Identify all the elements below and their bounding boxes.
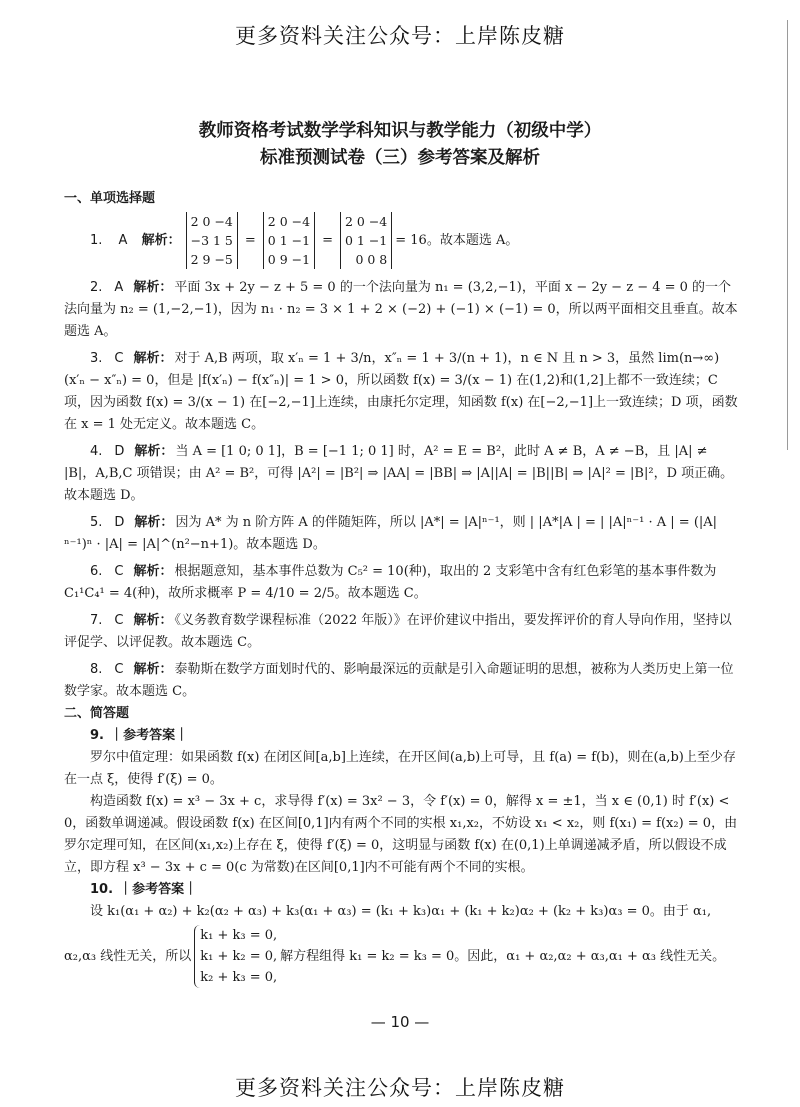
q9-paragraph-2: 构造函数 f(x) = x³ − 3x + c，求导得 f′(x) = 3x² − 3，令 f′(x) = 0，解得 x = ±1，当 x ∈ (0,1) 时 f′(x) < 0，函数单调递减。假设函数 f(x) 在区间[0,1]内有两个不同的实根 x₁,x₂，不妨设 x₁ < x₂，则 f(x₁) = f(x₂) = 0，由罗尔定理可知，在区间(x₁,x₂)上存在 ξ，使得 f′(ξ) = 0，这明显与函数 f(x) 在(0,1)上单调递减矛盾，所以假设不成立，即方程 x³ − 3x + c = 0(c 为常数)在区间[0,1]内不可能有两个不同的实根。 bbox=[64, 794, 738, 875]
q1-number: 1. bbox=[90, 232, 103, 248]
q7-number: 7. bbox=[90, 613, 103, 628]
q10-number: 10. bbox=[90, 882, 114, 897]
det3-row: 0 1 −1 bbox=[344, 233, 388, 248]
question-8 bbox=[64, 659, 740, 703]
question-4 bbox=[64, 441, 740, 507]
q9-paragraph-1: 罗尔中值定理：如果函数 f(x) 在闭区间[a,b]上连续，在开区间(a,b)上可导，且 f(a) = f(b)，则在(a,b)上至少存在一点 ξ，使得 f′(ξ) = 0。 bbox=[64, 750, 736, 787]
q4-text: 当 A = [1 0; 0 1]，B = [−1 1; 0 1] 时，A² = E = B²，此时 A ≠ B，A ≠ −B，且 |A| ≠ |B|，A,B,C 项错误；由 A² = B²，可得 |A²| = |B²| ⇒ |AA| = |BB| ⇒ |A||A| = |B||B| ⇒ |A|² = |B|²，D 项正确。故本题选 D。 bbox=[64, 444, 734, 503]
system-equation: k₂ + k₃ = 0, bbox=[200, 970, 278, 985]
question-9 bbox=[64, 725, 740, 747]
q2-label: 解析： bbox=[133, 280, 173, 295]
question-10 bbox=[64, 879, 740, 901]
q5-answer: D bbox=[114, 515, 125, 530]
q3-label: 解析： bbox=[133, 351, 173, 366]
q1-determinant-3 bbox=[340, 212, 392, 269]
det1-row: −3 1 5 bbox=[190, 233, 233, 248]
document-title bbox=[0, 118, 800, 172]
q1-determinant-2 bbox=[263, 212, 315, 269]
q5-number: 5. bbox=[90, 515, 103, 530]
q3-number: 3. bbox=[90, 351, 103, 366]
q7-answer: C bbox=[114, 613, 124, 628]
title-line-1: 教师资格考试数学学科知识与教学能力（初级中学） bbox=[198, 121, 602, 141]
q5-text: 因为 A* 为 n 阶方阵 A 的伴随矩阵，所以 |A*| = |A|ⁿ⁻¹，则 | |A*|A | = | |A|ⁿ⁻¹ · A | = (|A|ⁿ⁻¹)ⁿ · |A| = |A|^(n²−n+1)。故本题选 D。 bbox=[64, 515, 718, 552]
det1-row: 2 9 −5 bbox=[190, 252, 233, 267]
section-heading-short-answer: 二、简答题 bbox=[64, 706, 130, 721]
q3-answer: C bbox=[114, 351, 124, 366]
q10-label: ｜参考答案｜ bbox=[119, 882, 198, 897]
det3-row: 0 0 8 bbox=[355, 252, 388, 267]
q4-number: 4. bbox=[90, 444, 103, 459]
page-number: — 10 — bbox=[370, 1013, 430, 1031]
bottom-banner: 更多资料关注公众号：上岸陈皮糖 bbox=[235, 1076, 565, 1100]
q4-label: 解析： bbox=[134, 444, 174, 459]
top-banner: 更多资料关注公众号：上岸陈皮糖 bbox=[235, 24, 565, 48]
q8-text: 泰勒斯在数学方面划时代的、影响最深远的贡献是引入命题证明的思想，被称为人类历史上第一位数学家。故本题选 C。 bbox=[64, 662, 734, 699]
q2-number: 2. bbox=[90, 280, 103, 295]
q6-text: 根据题意知，基本事件总数为 C₅² = 10(种)，取出的 2 支彩笔中含有红色彩笔的基本事件数为 C₁¹C₄¹ = 4(种)，故所求概率 P = 4/10 = 2/5。故本题选 C。 bbox=[64, 564, 717, 601]
title-line-2: 标准预测试卷（三）参考答案及解析 bbox=[260, 148, 540, 168]
det2-row: 0 9 −1 bbox=[267, 252, 311, 267]
q6-label: 解析： bbox=[133, 564, 173, 579]
answer-content bbox=[64, 188, 740, 990]
det1-row: 2 0 −4 bbox=[190, 214, 233, 229]
q1-tail: = 16。故本题选 A。 bbox=[395, 232, 519, 248]
q1-answer: A bbox=[118, 232, 128, 248]
q8-number: 8. bbox=[90, 662, 103, 677]
q8-label: 解析： bbox=[133, 662, 173, 677]
question-7 bbox=[64, 610, 740, 654]
det3-row: 2 0 −4 bbox=[344, 214, 388, 229]
question-2 bbox=[64, 277, 740, 343]
section-heading-choice: 一、单项选择题 bbox=[64, 191, 156, 206]
system-equation: k₁ + k₂ = 0, bbox=[200, 949, 278, 964]
equals-sign: = bbox=[322, 232, 333, 248]
q2-answer: A bbox=[114, 280, 124, 295]
equals-sign: = bbox=[244, 232, 256, 248]
q8-answer: C bbox=[114, 662, 124, 677]
q1-label: 解析： bbox=[141, 232, 181, 248]
q10-paragraph-1: 设 k₁(α₁ + α₂) + k₂(α₂ + α₃) + k₃(α₁ + α₃) = (k₁ + k₃)α₁ + (k₁ + k₂)α₂ + (k₂ + k₃)α₃ = 0。由于 α₁, bbox=[90, 904, 712, 919]
q2-text: 平面 3x + 2y − z + 5 = 0 的一个法向量为 n₁ = (3,2,−1)，平面 x − 2y − z − 4 = 0 的一个法向量为 n₂ = (1,−2,−1)，因为 n₁ · n₂ = 3 × 1 + 2 × (−2) + (−1) × (−1) = 0，所以两平面相交且垂直。故本题选 A。 bbox=[64, 280, 738, 339]
q9-number: 9. bbox=[90, 728, 104, 743]
q5-label: 解析： bbox=[134, 515, 174, 530]
question-3 bbox=[64, 348, 740, 436]
question-5 bbox=[64, 512, 740, 556]
q7-label: 解析： bbox=[133, 613, 173, 628]
q1-determinant-1 bbox=[186, 212, 238, 269]
q7-text: 《义务教育数学课程标准（2022 年版）》在评价建议中指出，要发挥评价的育人导向作用，坚持以评促学、以评促教。故本题选 C。 bbox=[64, 613, 732, 650]
q10-equation-system bbox=[194, 925, 277, 988]
question-6 bbox=[64, 561, 740, 605]
system-equation: k₁ + k₃ = 0, bbox=[200, 928, 278, 943]
q10-tail: 解方程组得 k₁ = k₂ = k₃ = 0。因此，α₁ + α₂,α₂ + α₃,α₁ + α₃ 线性无关。 bbox=[280, 948, 726, 964]
det2-row: 0 1 −1 bbox=[267, 233, 311, 248]
question-1 bbox=[64, 212, 740, 269]
q10-system-line bbox=[64, 925, 740, 988]
q6-number: 6. bbox=[90, 564, 103, 579]
det2-row: 2 0 −4 bbox=[267, 214, 311, 229]
q10-lead: α₂,α₃ 线性无关，所以 bbox=[64, 948, 192, 964]
q9-label: ｜参考答案｜ bbox=[110, 728, 189, 743]
q6-answer: C bbox=[114, 564, 124, 579]
q3-text: 对于 A,B 两项，取 x′ₙ = 1 + 3/n，x″ₙ = 1 + 3/(n + 1)，n ∈ N 且 n > 3，虽然 lim(n→∞)(x′ₙ − x″ₙ) = 0，但是 |f(x′ₙ) − f(x″ₙ)| = 1 > 0，所以函数 f(x) = 3/(x − 1) 在(1,2)和(1,2]上都不一致连续；C 项，因为函数 f(x) = 3/(x − 1) 在[−2,−1]上连续，由康托尔定理，知函数 f(x) 在[−2,−1]上一致连续；D 项，函数在 x = 1 处无定义。故本题选 C。 bbox=[64, 351, 738, 432]
q4-answer: D bbox=[114, 444, 125, 459]
page-edge-line bbox=[787, 20, 788, 450]
